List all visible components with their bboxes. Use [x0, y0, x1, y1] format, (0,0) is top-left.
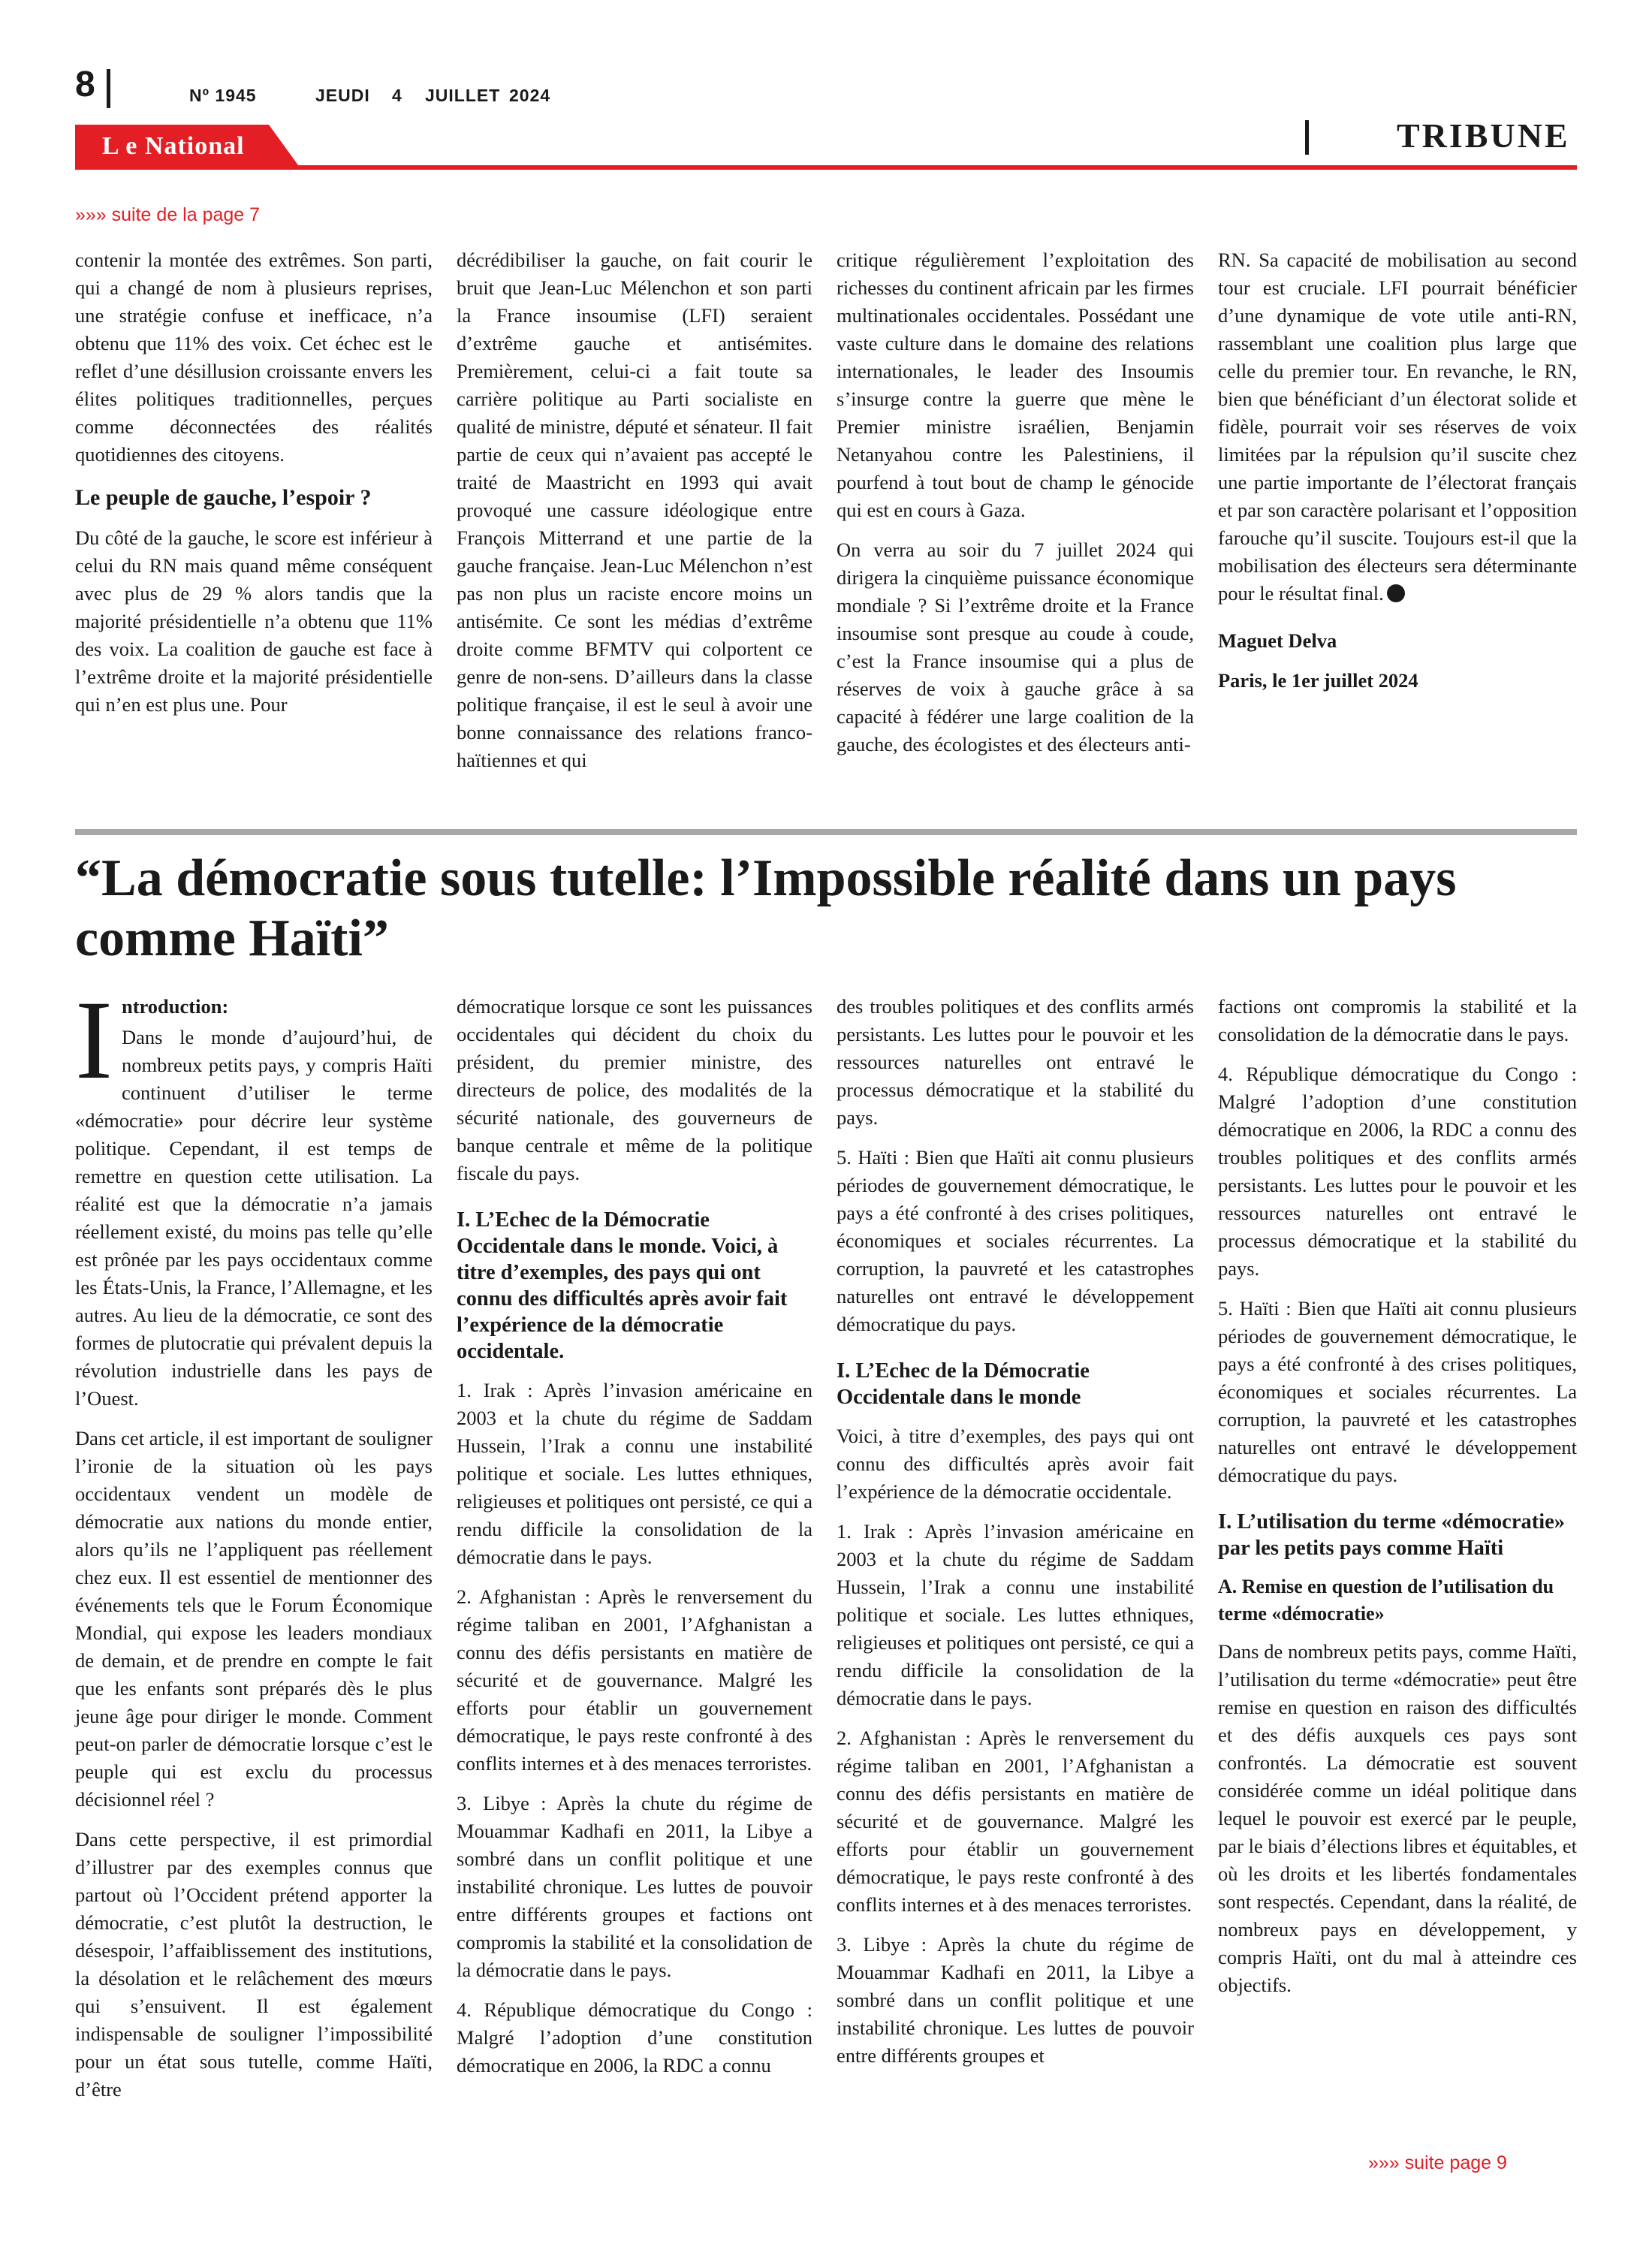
top-article-column-2: [457, 246, 812, 786]
article-headline: “La démocratie sous tutelle: l’Impossible réalité dans un pays comme Haïti”: [75, 849, 1457, 967]
top-article-column-3: [837, 246, 1194, 771]
main-article-column-2: [457, 993, 812, 2092]
issue-day: JEUDI: [315, 86, 370, 105]
section-title: TRIBUNE: [1397, 116, 1570, 155]
top-article-column-4: [1218, 246, 1577, 707]
list-item: 3. Libye : Après la chute du régime de Mouammar Kadhafi en 2011, la Libye a sombré dans un conflit politique et une instabilité chronique. Les luttes de pouvoir entre différents groupes et factions ont compromis la stabilité et la consolidation de la démocratie dans le pays.: [457, 1792, 812, 1981]
list-item: 2. Afghanistan : Après le renversement du régime taliban en 2001, l’Afghanistan a connu des défis persistants en matière de sécurité et de gouvernance. Malgré les efforts pour établir un gouvernement démocratique, le pays reste confronté à des conflits internes et à des menaces terroristes.: [837, 1727, 1194, 1916]
issue-date-num: 4: [392, 86, 402, 105]
paragraph: Dans de nombreux petits pays, comme Haïti, l’utilisation du terme «démocratie» peut être remise en question en raison des difficultés et des défis auxquels ces pays sont confrontés. La démocratie est souvent considérée comme un idéal politique dans lequel le pouvoir est exercé par le peuple, par le biais d’élections libres et équitables, et où les droits et les libertés fondamentales sont respectés. Cependant, dans la réalité, de nombreux pays en développement, y compris Haïti, ont du mal à atteindre ces objectifs.: [1218, 1640, 1577, 1996]
paragraph: factions ont compromis la stabilité et la consolidation de la démocratie dans le pays.: [1218, 995, 1577, 1045]
paragraph: démocratique lorsque ce sont les puissances occidentales qui décident du choix du président, du premier ministre, des directeurs de police, des modalités de la sécurité nationale, des gouverneurs de banque centrale et même de la politique fiscale du pays.: [457, 995, 812, 1184]
paragraph: [1218, 246, 1577, 608]
list-item: 4. République démocratique du Congo : Malgré l’adoption d’une constitution démocratique en 2006, la RDC a connu des troubles politiques et des conflits armés persistants. Les luttes pour le pouvoir et les ressources naturelles ont entravé le processus démocratique et la stabilité du pays.: [1218, 1063, 1577, 1280]
author-name: Maguet Delva: [1218, 629, 1337, 652]
subheading: Le peuple de gauche, l’espoir ?: [75, 485, 372, 510]
section-divider: [1305, 120, 1309, 155]
end-mark-icon: [1387, 584, 1405, 602]
list-item: 4. République démocratique du Congo : Malgré l’adoption d’une constitution démocratique en 2006, la RDC a connu: [457, 1998, 812, 2077]
subsection-heading: A. Remise en question de l’utilisation du terme «démocratie»: [1218, 1576, 1554, 1624]
main-article-column-4: [1218, 993, 1577, 2011]
paragraph: On verra au soir du 7 juillet 2024 qui dirigera la cinquième puissance économique mondiale ? Si l’extrême droite et la France insoumise sont presque au coude à coude, c’est la France insoumise qui a plus de réserves de voix à gauche grâce à sa capacité à fédérer une large coalition de la gauche, des écologistes et des électeurs anti-: [837, 538, 1194, 756]
drop-cap: I: [75, 978, 113, 1102]
issue-number: Nº 1945: [189, 86, 257, 105]
section-heading: I. L’Echec de la Démocratie Occidentale dans le monde. Voici, à titre d’exemples, des pays qui ont connu des difficultés après avoir fait l’expérience de la démocratie occidentale.: [457, 1208, 788, 1363]
paragraph: décrédibiliser la gauche, on fait courir le bruit que Jean-Luc Mélenchon et son parti la France insoumise (LFI) seraient d’extrême gauche et antisémites. Premièrement, celui-ci a fait toute sa carrière politique au Parti socialiste en qualité de ministre, député et sénateur. Il fait partie de ceux qui n’avaient pas accepté le traité de Maastricht en 1993 qui avait provoqué une cassure idéologique entre François Mitterrand et une partie de la gauche française. Jean-Luc Mélenchon n’est pas non plus un raciste encore moins un antisémite. Ce sont les médias d’extrême droite comme BFMTV qui colportent ce genre de non-sens. D’ailleurs dans la classe politique française, il est le seul à avoir une bonne connaissance des relations franco-haïtiennes et qui: [457, 249, 812, 771]
list-item: 5. Haïti : Bien que Haïti ait connu plusieurs périodes de gouvernement démocratique, le pays a été confronté à des crises politiques, économiques et sociales récurrentes. La corruption, la pauvreté et les catastrophes naturelles ont entravé le développement démocratique du pays.: [837, 1146, 1194, 1335]
section-heading: I. L’Echec de la Démocratie Occidentale dans le monde: [837, 1359, 1090, 1409]
author-place-date: Paris, le 1er juillet 2024: [1218, 669, 1418, 692]
paragraph: critique régulièrement l’exploitation des richesses du continent africain par les firmes multinationales occidentales. Possédant une vaste culture dans le domaine des relations internationales, le leader des Insoumis s’insurge contre la guerre que mène le Premier ministre israélien, Benjamin Netanyahou contre les Palestiniens, il pourfend à tout bout de champ le génocide qui est en cours à Gaza.: [837, 249, 1194, 521]
paragraph-text: RN. Sa capacité de mobilisation au second tour est cruciale. LFI pourrait bénéficier d’une dynamique de vote utile anti-RN, rassemblant une coalition plus large que celle du premier tour. En revanche, le RN, bien que bénéficiant d’un électorat solide et fidèle, pourrait voir ses réserves de voix limitées par la répulsion qu’il suscite chez une partie importante de l’électorat français et par son caractère polarisant et l’opposition farouche qu’il suscite. Toujours est-il que la mobilisation des électeurs sera déterminante pour le résultat final.: [1218, 249, 1577, 605]
list-item: 1. Irak : Après l’invasion américaine en 2003 et la chute du régime de Saddam Hussein, l’Irak a connu une instabilité politique et sociale. Les luttes ethniques, religieuses et politiques ont persisté, ce qui a rendu difficile la consolidation de la démocratie dans le pays.: [837, 1520, 1194, 1709]
paragraph: Dans cet article, il est important de souligner l’ironie de la situation où les pays occidentaux vendent un modèle de démocratie aux nations du monde entier, alors qu’ils ne l’appliquent pas réellement chez eux. Il est essentiel de mentionner des événements tels que le Forum Économique Mondial, qui expose les leaders mondiaux de demain, et de prendre en compte le fait que les enfants sont préparés dès le plus jeune âge pour diriger le monde. Comment peut-on parler de démocratie lorsque c’est le peuple qui est exclu du processus décisionnel réel ?: [75, 1427, 433, 1811]
paragraph: des troubles politiques et des conflits armés persistants. Les luttes pour le pouvoir et les ressources naturelles ont entravé le processus démocratique et la stabilité du pays.: [837, 995, 1194, 1129]
header-rule: [75, 165, 1577, 170]
list-item: 3. Libye : Après la chute du régime de Mouammar Kadhafi en 2011, la Libye a sombré dans un conflit politique et une instabilité chronique. Les luttes de pouvoir entre différents groupes et: [837, 1933, 1194, 2067]
paragraph: Du côté de la gauche, le score est inférieur à celui du RN mais quand même conséquent avec plus de 29 % alors tandis que la majorité présidentielle n’a obtenu que 11% des voix. La coalition de gauche est face à l’extrême droite et la majorité présidentielle qui n’en est plus une. Pour: [75, 526, 433, 716]
intro-block: [75, 978, 433, 1413]
list-item: 1. Irak : Après l’invasion américaine en 2003 et la chute du régime de Saddam Hussein, l’Irak a connu une instabilité politique et sociale. Les luttes ethniques, religieuses et politiques ont persisté, ce qui a rendu difficile la consolidation de la démocratie dans le pays.: [457, 1379, 812, 1568]
top-article-column-1: [75, 246, 433, 731]
paragraph: Dans cette perspective, il est primordial d’illustrer par des exemples connus que partout où l’Occident prétend apporter la démocratie, c’est plutôt la destruction, le désespoir, l’affaiblissement des institutions, la désolation et le relâchement des mœurs qui s’ensuivent. Il est également indispensable de souligner l’impossibilité pour un état sous tutelle, comme Haïti, d’être: [75, 1828, 433, 2101]
paragraph: Voici, à titre d’exemples, des pays qui ont connu des difficultés après avoir fait l’expérience de la démocratie occidentale.: [837, 1425, 1194, 1503]
brand-logo: L e National: [102, 132, 245, 160]
page-number: 8: [75, 65, 95, 104]
list-item: 5. Haïti : Bien que Haïti ait connu plusieurs périodes de gouvernement démocratique, le pays a été confronté à des crises politiques, économiques et sociales récurrentes. La corruption, la pauvreté et les catastrophes naturelles ont entravé le développement démocratique du pays.: [1218, 1297, 1577, 1486]
continued-to-label: »»» suite page 9: [1368, 2152, 1507, 2173]
article-divider: [75, 829, 1577, 835]
page-number-divider: [107, 69, 110, 108]
paragraph: Dans le monde d’aujourd’hui, de nombreux petits pays, y compris Haïti continuent d’utiliser le terme «démocratie» pour décrire leur système politique. Cependant, il est temps de remettre en question cette utilisation. La réalité est que la démocratie n’a jamais réellement existé, du moins pas telle qu’elle est prônée par les pays occidentaux comme les États-Unis, la France, l’Allemagne, et les autres. Au lieu de la démocratie, ce sont des formes de plutocratie qui prévalent depuis la révolution industrielle dans les pays de l’Ouest.: [75, 1026, 433, 1410]
main-article-column-3: [837, 993, 1194, 2082]
section-heading: I. L’utilisation du terme «démocratie» par les petits pays comme Haïti: [1218, 1510, 1566, 1560]
intro-label: ntroduction:: [121, 995, 229, 1018]
list-item: 2. Afghanistan : Après le renversement du régime taliban en 2001, l’Afghanistan a connu des défis persistants en matière de sécurité et de gouvernance. Malgré les efforts pour établir un gouvernement démocratique, le pays reste confronté à des conflits internes et à des menaces terroristes.: [457, 1585, 812, 1775]
paragraph: contenir la montée des extrêmes. Son parti, qui a changé de nom à plusieurs reprises, une stratégie confuse et inefficace, n’a obtenu que 11% des voix. Cet échec est le reflet d’une désillusion croissante envers les élites politiques traditionnelles, perçues comme déconnectées des réalités quotidiennes des citoyens.: [75, 249, 433, 466]
issue-year: 2024: [509, 86, 551, 105]
issue-month: JUILLET: [425, 86, 501, 105]
continued-from-label: »»» suite de la page 7: [75, 204, 261, 225]
main-article-column-1: [75, 978, 433, 2116]
